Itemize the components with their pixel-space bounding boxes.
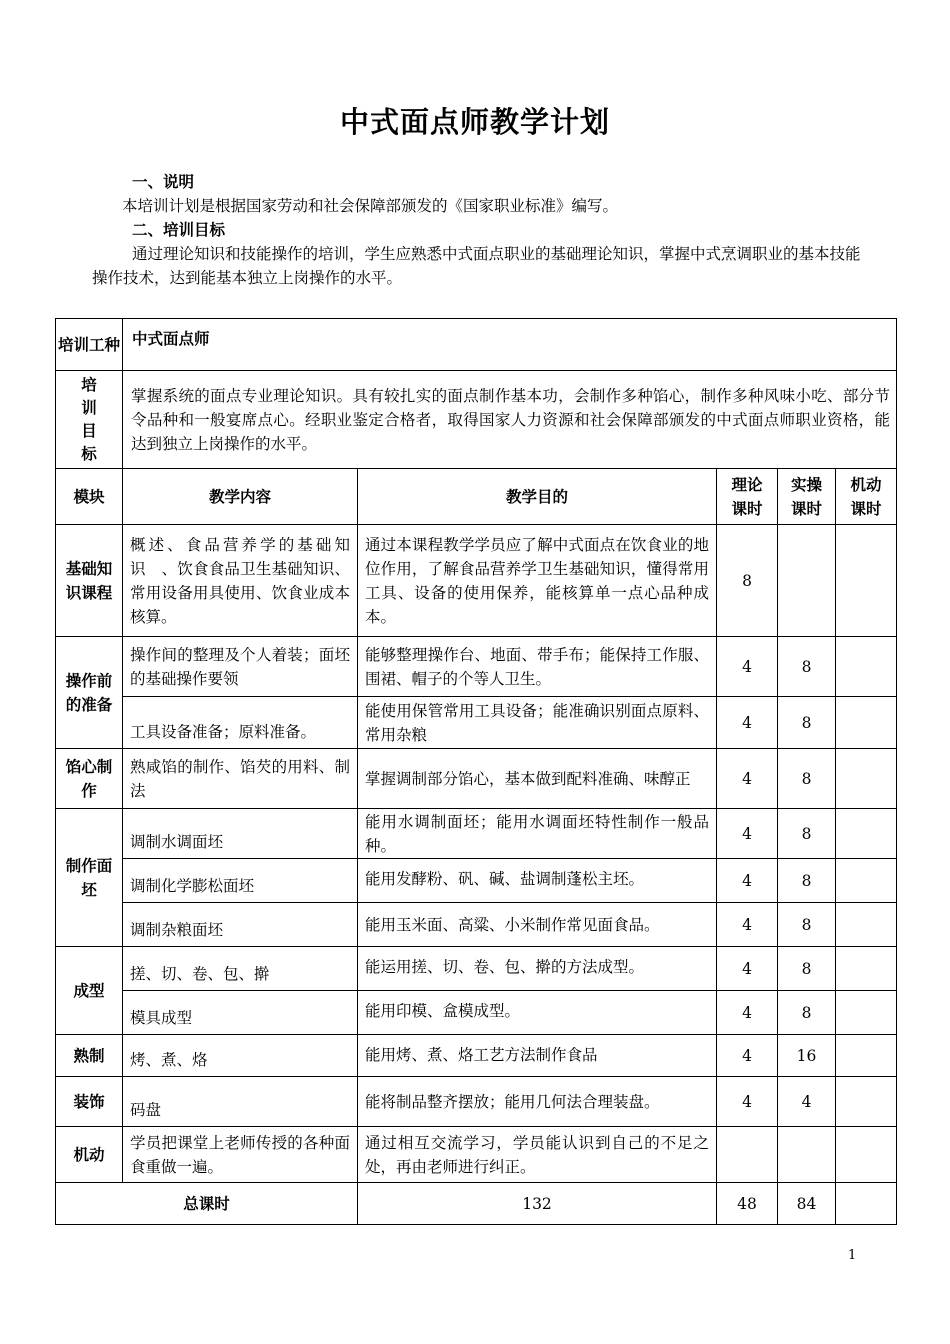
goal-label-char: 目 — [81, 421, 97, 440]
flexible-hours — [836, 1127, 897, 1183]
total-label: 总课时 — [56, 1183, 358, 1225]
teaching-content: 调制杂粮面坯 — [123, 903, 358, 947]
teaching-content: 模具成型 — [123, 991, 358, 1035]
section-1-heading: 一、说明 — [132, 173, 195, 191]
practice-hours: 16 — [778, 1035, 836, 1077]
teaching-content: 工具设备准备；原料准备。 — [123, 697, 358, 749]
theory-hours: 4 — [717, 903, 778, 947]
teaching-purpose: 能够整理操作台、地面、带手布；能保持工作服、围裙、帽子的个等人卫生。 — [358, 637, 717, 697]
module-name: 成型 — [56, 947, 123, 1035]
teaching-purpose: 能用发酵粉、矾、碱、盐调制蓬松主坯。 — [358, 859, 717, 903]
goal-label-char: 训 — [81, 398, 97, 417]
course-row — [56, 637, 897, 697]
job-value: 中式面点师 — [123, 319, 897, 371]
teaching-purpose: 能运用搓、切、卷、包、擀的方法成型。 — [358, 947, 717, 991]
goal-label-char: 培 — [81, 375, 97, 394]
teaching-content: 学员把课堂上老师传授的各种面食重做一遍。 — [123, 1127, 358, 1183]
total-theory-hours: 48 — [717, 1183, 778, 1225]
module-name: 熟制 — [56, 1035, 123, 1077]
flexible-hours — [836, 525, 897, 637]
total-practice-hours: 84 — [778, 1183, 836, 1225]
teaching-content: 码盘 — [123, 1077, 358, 1127]
practice-hours: 8 — [778, 991, 836, 1035]
theory-hours: 8 — [717, 525, 778, 637]
module-name: 机动 — [56, 1127, 123, 1183]
teaching-content: 调制化学膨松面坯 — [123, 859, 358, 903]
module-name: 馅心制作 — [56, 749, 123, 809]
module-name: 装饰 — [56, 1077, 123, 1127]
practice-hours — [778, 1127, 836, 1183]
flexible-hours — [836, 991, 897, 1035]
course-row — [56, 991, 897, 1035]
teaching-purpose: 能用玉米面、高粱、小米制作常见面食品。 — [358, 903, 717, 947]
teaching-content: 烤、煮、烙 — [123, 1035, 358, 1077]
section-2-text: 通过理论知识和技能操作的培训，学生应熟悉中式面点职业的基础理论知识，掌握中式烹调职业的基本技能操作技术，达到能基本独立上岗操作的水平。 — [92, 245, 861, 287]
teaching-purpose: 通过本课程教学学员应了解中式面点在饮食业的地位作用，了解食品营养学卫生基础知识，懂得常用工具、设备的使用保养，能核算单一点心品种成本。 — [358, 525, 717, 637]
header-module: 模块 — [56, 469, 123, 525]
total-hours: 132 — [358, 1183, 717, 1225]
header-flexible-hours: 机动课时 — [836, 469, 897, 525]
theory-hours: 4 — [717, 697, 778, 749]
flexible-hours — [836, 947, 897, 991]
total-row — [56, 1183, 897, 1225]
practice-hours: 8 — [778, 749, 836, 809]
intro-section — [92, 170, 872, 290]
theory-hours: 4 — [717, 637, 778, 697]
theory-hours: 4 — [717, 1077, 778, 1127]
theory-hours: 4 — [717, 947, 778, 991]
job-row — [56, 319, 897, 371]
goal-row — [56, 371, 897, 469]
goal-label-char: 标 — [81, 444, 97, 463]
header-practice-hours: 实操课时 — [778, 469, 836, 525]
flexible-hours — [836, 903, 897, 947]
practice-hours: 8 — [778, 859, 836, 903]
teaching-purpose: 通过相互交流学习，学员能认识到自己的不足之处，再由老师进行纠正。 — [358, 1127, 717, 1183]
practice-hours: 8 — [778, 809, 836, 859]
course-row — [56, 749, 897, 809]
course-row — [56, 1127, 897, 1183]
header-row — [56, 469, 897, 525]
teaching-content: 熟咸馅的制作、馅芡的用料、制法 — [123, 749, 358, 809]
teaching-purpose: 能将制品整齐摆放；能用几何法合理装盘。 — [358, 1077, 717, 1127]
module-name: 操作前的准备 — [56, 637, 123, 749]
goal-label — [56, 371, 123, 469]
practice-hours: 4 — [778, 1077, 836, 1127]
total-flexible-hours — [836, 1183, 897, 1225]
practice-hours: 8 — [778, 903, 836, 947]
header-purpose: 教学目的 — [358, 469, 717, 525]
theory-hours: 4 — [717, 809, 778, 859]
practice-hours: 8 — [778, 697, 836, 749]
flexible-hours — [836, 749, 897, 809]
flexible-hours — [836, 809, 897, 859]
course-row — [56, 525, 897, 637]
theory-hours: 4 — [717, 859, 778, 903]
teaching-purpose: 能用印模、盒模成型。 — [358, 991, 717, 1035]
teaching-content: 搓、切、卷、包、擀 — [123, 947, 358, 991]
theory-hours: 4 — [717, 991, 778, 1035]
course-row — [56, 947, 897, 991]
training-plan-table — [55, 318, 897, 1225]
teaching-content: 调制水调面坯 — [123, 809, 358, 859]
module-name: 制作面坯 — [56, 809, 123, 947]
teaching-content: 操作间的整理及个人着装；面坯的基础操作要领 — [123, 637, 358, 697]
module-name: 基础知识课程 — [56, 525, 123, 637]
section-2-heading: 二、培训目标 — [132, 221, 226, 239]
course-row — [56, 1077, 897, 1127]
course-row — [56, 859, 897, 903]
section-1-text: 本培训计划是根据国家劳动和社会保障部颁发的《国家职业标准》编写。 — [122, 197, 619, 215]
teaching-purpose: 能用水调制面坯；能用水调面坯特性制作一般品种。 — [358, 809, 717, 859]
job-label: 培训工种 — [56, 319, 123, 371]
teaching-purpose: 能用烤、煮、烙工艺方法制作食品 — [358, 1035, 717, 1077]
header-content: 教学内容 — [123, 469, 358, 525]
flexible-hours — [836, 859, 897, 903]
teaching-content: 概述、食品营养学的基础知识 、饮食食品卫生基础知识、常用设备用具使用、饮食业成本核算。 — [123, 525, 358, 637]
flexible-hours — [836, 637, 897, 697]
flexible-hours — [836, 697, 897, 749]
course-row — [56, 1035, 897, 1077]
practice-hours — [778, 525, 836, 637]
teaching-purpose: 能使用保管常用工具设备；能准确识别面点原料、常用杂粮 — [358, 697, 717, 749]
theory-hours: 4 — [717, 749, 778, 809]
course-row — [56, 903, 897, 947]
teaching-purpose: 掌握调制部分馅心，基本做到配料准确、味醇正 — [358, 749, 717, 809]
practice-hours: 8 — [778, 637, 836, 697]
course-row — [56, 697, 897, 749]
practice-hours: 8 — [778, 947, 836, 991]
flexible-hours — [836, 1077, 897, 1127]
header-theory-hours: 理论课时 — [717, 469, 778, 525]
flexible-hours — [836, 1035, 897, 1077]
course-row — [56, 809, 897, 859]
theory-hours — [717, 1127, 778, 1183]
goal-text: 掌握系统的面点专业理论知识。具有较扎实的面点制作基本功，会制作多种馅心，制作多种风味小吃、部分节令品种和一般宴席点心。经职业鉴定合格者，取得国家人力资源和社会保障部颁发的中式面点师职业资格，能达到独立上岗操作的水平。 — [123, 371, 897, 469]
page-number: 1 — [848, 1248, 857, 1263]
theory-hours: 4 — [717, 1035, 778, 1077]
document-title: 中式面点师教学计划 — [339, 105, 610, 139]
